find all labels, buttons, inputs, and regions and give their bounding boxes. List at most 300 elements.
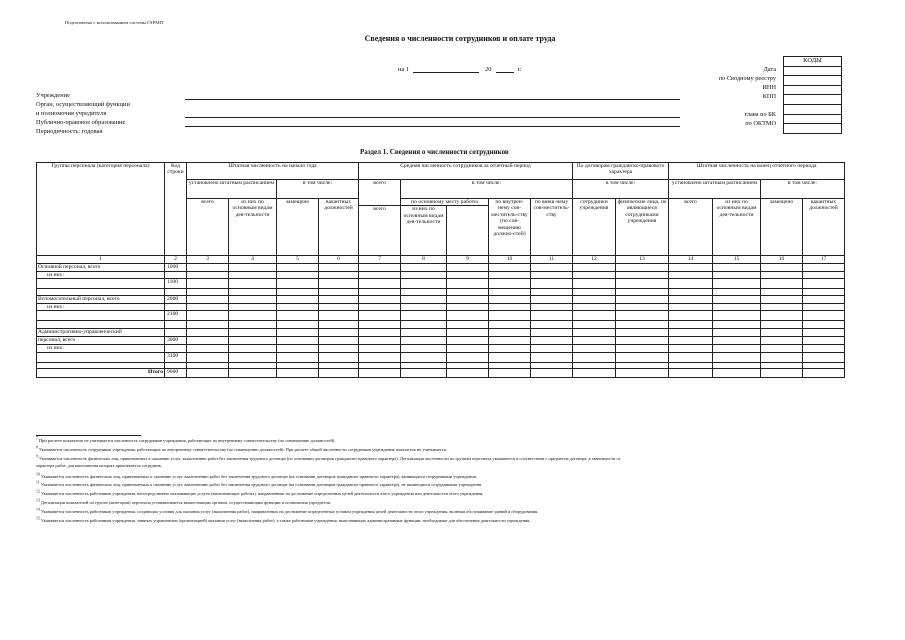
- column-number-2: 2: [165, 256, 187, 263]
- data-cell[interactable]: [573, 279, 616, 289]
- data-cell[interactable]: [573, 345, 616, 352]
- column-number-15: 15: [713, 256, 761, 263]
- label-founder-1: Орган, осуществляющий функции: [36, 101, 130, 108]
- data-cell[interactable]: [277, 295, 319, 303]
- th-established-end: установлено штатным расписанием: [669, 180, 761, 199]
- data-cell[interactable]: [803, 279, 845, 289]
- data-cell[interactable]: [187, 303, 229, 310]
- data-cell[interactable]: [489, 303, 531, 310]
- data-cell[interactable]: [669, 345, 713, 352]
- data-cell[interactable]: [447, 279, 489, 289]
- data-cell[interactable]: [713, 321, 761, 329]
- data-cell[interactable]: [229, 321, 277, 329]
- data-cell[interactable]: [229, 295, 277, 303]
- data-cell[interactable]: [277, 352, 319, 362]
- data-cell[interactable]: [277, 362, 319, 369]
- data-cell[interactable]: [187, 295, 229, 303]
- data-cell[interactable]: [187, 369, 229, 378]
- data-cell[interactable]: [401, 295, 447, 303]
- data-cell[interactable]: [319, 289, 359, 296]
- data-cell[interactable]: [713, 369, 761, 378]
- footnote-mark: 12: [36, 489, 40, 494]
- data-cell[interactable]: [447, 271, 489, 278]
- data-cell[interactable]: [489, 289, 531, 296]
- data-cell[interactable]: [187, 321, 229, 329]
- footnote: [36, 447, 856, 452]
- data-cell[interactable]: [531, 279, 573, 289]
- data-cell[interactable]: [803, 362, 845, 369]
- th-internal: по внутрен-нему сов-меститель-ству (по сов-мещению должно-стей): [489, 199, 531, 256]
- data-cell[interactable]: [803, 303, 845, 310]
- footnote: [36, 438, 856, 443]
- footnote-mark: 9: [36, 454, 38, 459]
- page-title: Сведения о численности сотрудников и оплате труда: [364, 34, 556, 43]
- data-cell[interactable]: [229, 329, 277, 337]
- period-year-suffix: г.: [518, 66, 522, 73]
- codes-box: [783, 56, 842, 134]
- data-cell[interactable]: [713, 303, 761, 310]
- data-cell[interactable]: [761, 271, 803, 278]
- data-cell[interactable]: [447, 295, 489, 303]
- data-cell[interactable]: [669, 279, 713, 289]
- data-cell[interactable]: [277, 337, 319, 345]
- data-cell[interactable]: [669, 352, 713, 362]
- data-cell[interactable]: [187, 289, 229, 296]
- data-cell[interactable]: [319, 337, 359, 345]
- footnote: [36, 482, 856, 487]
- data-cell[interactable]: [277, 271, 319, 278]
- data-cell[interactable]: [401, 263, 447, 271]
- data-cell[interactable]: [447, 311, 489, 321]
- data-cell[interactable]: [669, 321, 713, 329]
- data-cell[interactable]: [229, 263, 277, 271]
- footnote-mark: 11: [36, 480, 40, 485]
- data-cell[interactable]: [447, 303, 489, 310]
- column-number-1: 1: [37, 256, 165, 263]
- data-cell[interactable]: [761, 329, 803, 337]
- data-cell[interactable]: [187, 345, 229, 352]
- data-cell[interactable]: [319, 271, 359, 278]
- data-cell[interactable]: [187, 263, 229, 271]
- data-cell[interactable]: [803, 311, 845, 321]
- column-number-16: 16: [761, 256, 803, 263]
- data-cell[interactable]: [531, 321, 573, 329]
- data-cell[interactable]: [187, 311, 229, 321]
- data-cell[interactable]: [277, 289, 319, 296]
- data-cell[interactable]: [669, 295, 713, 303]
- data-cell[interactable]: [531, 289, 573, 296]
- data-cell[interactable]: [401, 337, 447, 345]
- data-cell[interactable]: [616, 362, 669, 369]
- data-cell[interactable]: [277, 263, 319, 271]
- row-label: Административно-управленческий: [37, 329, 165, 337]
- table-row: [37, 352, 845, 362]
- data-cell[interactable]: [229, 362, 277, 369]
- data-cell[interactable]: [573, 263, 616, 271]
- data-cell[interactable]: [319, 279, 359, 289]
- row-code: 1100: [165, 279, 187, 289]
- data-cell[interactable]: [229, 289, 277, 296]
- data-cell[interactable]: [803, 337, 845, 345]
- data-cell[interactable]: [277, 303, 319, 310]
- code-label-oktmo: по ОКТМО: [745, 120, 776, 127]
- column-number-8: 8: [401, 256, 447, 263]
- data-cell[interactable]: [277, 345, 319, 352]
- data-cell[interactable]: [401, 279, 447, 289]
- data-cell[interactable]: [187, 337, 229, 345]
- data-cell[interactable]: [761, 303, 803, 310]
- data-cell[interactable]: [489, 369, 531, 378]
- column-number-17: 17: [803, 256, 845, 263]
- data-cell[interactable]: [319, 369, 359, 378]
- data-cell[interactable]: [761, 289, 803, 296]
- data-cell[interactable]: [489, 271, 531, 278]
- codes-header: КОДЫ: [803, 57, 822, 64]
- label-institution: Учреждение: [36, 92, 70, 99]
- data-cell[interactable]: [713, 337, 761, 345]
- footnote-mark: 10: [36, 472, 40, 477]
- th-replaced-2: замещено: [761, 199, 803, 256]
- data-cell[interactable]: [803, 352, 845, 362]
- data-cell[interactable]: [489, 362, 531, 369]
- data-cell[interactable]: [573, 369, 616, 378]
- data-cell[interactable]: [401, 352, 447, 362]
- data-cell[interactable]: [229, 369, 277, 378]
- data-cell[interactable]: [447, 369, 489, 378]
- data-cell[interactable]: [573, 321, 616, 329]
- footnote-mark: 15: [36, 516, 40, 521]
- data-cell[interactable]: [531, 345, 573, 352]
- th-employees: сотрудники учреждения: [573, 199, 616, 256]
- data-cell[interactable]: [401, 345, 447, 352]
- data-cell[interactable]: [359, 289, 401, 296]
- row-label: из них:: [37, 271, 165, 278]
- data-cell[interactable]: [489, 345, 531, 352]
- data-cell[interactable]: [616, 311, 669, 321]
- row-code: [165, 321, 187, 329]
- row-label: [37, 279, 165, 289]
- data-cell[interactable]: [669, 329, 713, 337]
- footnote-text: Указывается численность физических лиц, привлекаемых к оказанию услуг, выполнению работ без заключения трудового договора (на основании договоров гражданско-правового характера), являющихся сотрудниками учреждения.: [40, 474, 477, 479]
- data-cell[interactable]: [359, 369, 401, 378]
- data-cell[interactable]: [761, 321, 803, 329]
- data-cell[interactable]: [669, 271, 713, 278]
- data-cell[interactable]: [616, 303, 669, 310]
- data-cell[interactable]: [401, 303, 447, 310]
- data-cell[interactable]: [447, 362, 489, 369]
- data-cell[interactable]: [803, 263, 845, 271]
- data-cell[interactable]: [229, 271, 277, 278]
- data-cell[interactable]: [616, 369, 669, 378]
- data-cell[interactable]: [616, 263, 669, 271]
- data-cell[interactable]: [669, 263, 713, 271]
- data-cell[interactable]: [401, 321, 447, 329]
- row-code: 9000: [165, 369, 187, 378]
- row-code: [165, 271, 187, 278]
- data-cell[interactable]: [229, 345, 277, 352]
- column-number-5: 5: [277, 256, 319, 263]
- th-avg: Средняя численность сотрудников за отчетный период: [359, 163, 573, 180]
- footnote-text: Указывается численность работников учреждения, непосредственно оказывающих услуги (выполняющих работы), направленные на достижение определенных целей деятельности этого учреждения или деятельности этого учреждения.: [40, 491, 484, 496]
- th-staff-end: Штатная численность на конец отчетного периода: [669, 163, 845, 180]
- data-cell[interactable]: [616, 271, 669, 278]
- data-cell[interactable]: [761, 352, 803, 362]
- data-cell[interactable]: [616, 329, 669, 337]
- data-cell[interactable]: [359, 352, 401, 362]
- data-cell[interactable]: [616, 352, 669, 362]
- column-number-11: 11: [531, 256, 573, 263]
- footnote-text: Детализация показателей по группе (категории) персонала устанавливается вышестоящим органом, осуществляющим функции и полномочия учредителя.: [40, 500, 331, 505]
- code-cell-registry[interactable]: [783, 76, 842, 86]
- code-cell-inn[interactable]: [783, 86, 842, 96]
- th-main-kinds-2: из них по основным видам дея-тельности: [713, 199, 761, 256]
- th-replaced-1: замещено: [277, 199, 319, 256]
- data-cell[interactable]: [713, 352, 761, 362]
- data-cell[interactable]: [616, 279, 669, 289]
- data-cell[interactable]: [616, 321, 669, 329]
- column-number-9: 9: [447, 256, 489, 263]
- data-cell[interactable]: [359, 271, 401, 278]
- data-cell[interactable]: [359, 311, 401, 321]
- data-cell[interactable]: [803, 345, 845, 352]
- data-cell[interactable]: [489, 321, 531, 329]
- data-cell[interactable]: [761, 295, 803, 303]
- data-cell[interactable]: [319, 263, 359, 271]
- data-cell[interactable]: [401, 311, 447, 321]
- data-cell[interactable]: [277, 329, 319, 337]
- row-label: Вспомогательный персонал, всего: [37, 295, 165, 303]
- data-cell[interactable]: [669, 311, 713, 321]
- data-cell[interactable]: [401, 289, 447, 296]
- data-cell[interactable]: [713, 271, 761, 278]
- data-cell[interactable]: [573, 352, 616, 362]
- data-cell[interactable]: [489, 352, 531, 362]
- footnote-text: Указывается численность физических лиц, привлекаемых к оказанию услуг, выполнению работ без заключения трудового договора (по основании договоров гражданско-правового характера). Детализация численности по группам персонала указывается в соответствии с предметом договора, в зависимости от: [39, 456, 621, 461]
- data-cell[interactable]: [359, 362, 401, 369]
- data-cell[interactable]: [447, 337, 489, 345]
- data-cell[interactable]: [447, 329, 489, 337]
- data-cell[interactable]: [401, 329, 447, 337]
- field-public-entity[interactable]: [185, 126, 680, 127]
- data-cell[interactable]: [277, 321, 319, 329]
- code-cell-oktmo[interactable]: [783, 124, 842, 134]
- table-row: [37, 279, 845, 289]
- row-label: [37, 352, 165, 362]
- data-cell[interactable]: [319, 329, 359, 337]
- row-label: персонал, всего: [37, 337, 165, 345]
- data-cell[interactable]: [319, 321, 359, 329]
- data-cell[interactable]: [713, 329, 761, 337]
- data-cell[interactable]: [187, 329, 229, 337]
- data-cell[interactable]: [803, 295, 845, 303]
- data-cell[interactable]: [573, 271, 616, 278]
- data-cell[interactable]: [401, 369, 447, 378]
- data-cell[interactable]: [573, 337, 616, 345]
- data-cell[interactable]: [761, 362, 803, 369]
- data-cell[interactable]: [319, 362, 359, 369]
- data-cell[interactable]: [616, 337, 669, 345]
- footnote-separator: [36, 435, 141, 436]
- field-founder[interactable]: [185, 117, 680, 118]
- data-cell[interactable]: [761, 263, 803, 271]
- data-cell[interactable]: [319, 311, 359, 321]
- field-institution[interactable]: [185, 99, 680, 100]
- row-code: 3100: [165, 352, 187, 362]
- data-cell[interactable]: [531, 303, 573, 310]
- data-cell[interactable]: [573, 295, 616, 303]
- data-cell[interactable]: [531, 295, 573, 303]
- row-label: [37, 321, 165, 329]
- footnote-text: Указывается численность работников учреждения, занятых управлением (организацией) оказания услуг (выполнения работ), а также работников учреждения, выполняющих административные функции, необходимые для обеспечения деятельности учреждения.: [40, 518, 531, 523]
- data-cell[interactable]: [531, 337, 573, 345]
- data-cell[interactable]: [531, 263, 573, 271]
- data-cell[interactable]: [761, 279, 803, 289]
- data-cell[interactable]: [531, 369, 573, 378]
- data-cell[interactable]: [803, 329, 845, 337]
- data-cell[interactable]: [669, 303, 713, 310]
- data-cell[interactable]: [573, 362, 616, 369]
- data-cell[interactable]: [447, 289, 489, 296]
- top-note: Подготовлено с использованием системы ГАРАНТ: [65, 20, 165, 25]
- data-cell[interactable]: [229, 303, 277, 310]
- data-cell[interactable]: [229, 337, 277, 345]
- data-cell[interactable]: [573, 329, 616, 337]
- data-cell[interactable]: [573, 303, 616, 310]
- data-cell[interactable]: [531, 271, 573, 278]
- footnote-mark: 13: [36, 498, 40, 503]
- data-cell[interactable]: [573, 289, 616, 296]
- table-row: [37, 271, 845, 278]
- data-cell[interactable]: [713, 362, 761, 369]
- column-numbers-row: [37, 256, 845, 263]
- data-cell[interactable]: [761, 369, 803, 378]
- data-cell[interactable]: [669, 337, 713, 345]
- row-code: [165, 289, 187, 296]
- footnote-mark: 7: [36, 436, 38, 441]
- data-cell[interactable]: [616, 295, 669, 303]
- code-cell-blank[interactable]: [783, 105, 842, 115]
- table-row: [37, 362, 845, 369]
- data-cell[interactable]: [761, 345, 803, 352]
- data-cell[interactable]: [713, 311, 761, 321]
- data-cell[interactable]: [447, 352, 489, 362]
- row-code: 3000: [165, 337, 187, 345]
- data-cell[interactable]: [359, 345, 401, 352]
- th-avg-total: всего: [359, 180, 401, 206]
- data-cell[interactable]: [319, 295, 359, 303]
- label-founder-2: и полномочия учредителя: [36, 110, 107, 117]
- table-row: [37, 311, 845, 321]
- th-avg-incl: в том числе:: [401, 180, 573, 199]
- row-label: Основной персонал, всего: [37, 263, 165, 271]
- row-code: 2000: [165, 295, 187, 303]
- data-cell[interactable]: [669, 362, 713, 369]
- data-cell[interactable]: [277, 369, 319, 378]
- data-cell[interactable]: [187, 362, 229, 369]
- section-title: Раздел 1. Сведения о численности сотрудников: [360, 148, 509, 156]
- data-cell[interactable]: [187, 352, 229, 362]
- data-cell[interactable]: [669, 369, 713, 378]
- data-cell[interactable]: [187, 279, 229, 289]
- data-cell[interactable]: [401, 271, 447, 278]
- period-year-line[interactable]: [496, 72, 514, 73]
- data-cell[interactable]: [319, 345, 359, 352]
- table-row: [37, 337, 845, 345]
- period-date-line[interactable]: [413, 72, 479, 73]
- data-cell[interactable]: [489, 329, 531, 337]
- data-cell[interactable]: [359, 263, 401, 271]
- data-cell[interactable]: [359, 279, 401, 289]
- table-row: [37, 369, 845, 378]
- data-cell[interactable]: [447, 321, 489, 329]
- row-code: 2100: [165, 311, 187, 321]
- data-cell[interactable]: [229, 311, 277, 321]
- data-cell[interactable]: [489, 295, 531, 303]
- code-cell-date[interactable]: [783, 67, 842, 77]
- data-cell[interactable]: [277, 311, 319, 321]
- code-cell-kpp[interactable]: [783, 95, 842, 105]
- th-external: по внеш-нему сов-меститель-ству: [531, 199, 573, 256]
- data-cell[interactable]: [713, 263, 761, 271]
- data-cell[interactable]: [277, 279, 319, 289]
- data-cell[interactable]: [447, 345, 489, 352]
- data-cell[interactable]: [359, 321, 401, 329]
- data-cell[interactable]: [713, 295, 761, 303]
- data-cell[interactable]: [761, 337, 803, 345]
- data-cell[interactable]: [713, 289, 761, 296]
- data-cell[interactable]: [761, 311, 803, 321]
- table-row: [37, 263, 845, 271]
- data-cell[interactable]: [229, 279, 277, 289]
- code-cell-bk[interactable]: [783, 115, 842, 125]
- footnote-text: При расчете показателя не учитывается численность сотрудников учреждения, работающих по внутреннему совместительству (по совмещению должностей).: [39, 438, 336, 443]
- data-cell[interactable]: [359, 303, 401, 310]
- data-cell[interactable]: [803, 271, 845, 278]
- code-label-bk: глава по БК: [744, 111, 776, 118]
- data-cell[interactable]: [803, 289, 845, 296]
- data-cell[interactable]: [489, 311, 531, 321]
- data-cell[interactable]: [616, 345, 669, 352]
- data-cell[interactable]: [531, 311, 573, 321]
- data-cell[interactable]: [803, 321, 845, 329]
- data-cell[interactable]: [803, 369, 845, 378]
- data-cell[interactable]: [489, 337, 531, 345]
- data-cell[interactable]: [319, 352, 359, 362]
- column-number-14: 14: [669, 256, 713, 263]
- data-cell[interactable]: [713, 345, 761, 352]
- data-cell[interactable]: [573, 311, 616, 321]
- data-cell[interactable]: [713, 279, 761, 289]
- data-cell[interactable]: [359, 337, 401, 345]
- data-cell[interactable]: [359, 329, 401, 337]
- data-cell[interactable]: [359, 295, 401, 303]
- data-cell[interactable]: [187, 271, 229, 278]
- data-cell[interactable]: [401, 362, 447, 369]
- footnote-mark: 8: [36, 445, 38, 450]
- data-cell[interactable]: [489, 279, 531, 289]
- data-cell[interactable]: [669, 289, 713, 296]
- footnote-text: Указывается численность работников учреждения, создающих условия для оказания услуг (выполнения работ), направленных на достижение определенных уставом учреждения целей деятельности этого учреждения, включая обслуживание зданий и оборудования.: [40, 509, 539, 514]
- data-cell[interactable]: [229, 352, 277, 362]
- data-cell[interactable]: [531, 329, 573, 337]
- data-cell[interactable]: [616, 289, 669, 296]
- data-cell[interactable]: [531, 362, 573, 369]
- column-number-6: 6: [319, 256, 359, 263]
- data-cell[interactable]: [531, 352, 573, 362]
- data-cell[interactable]: [489, 263, 531, 271]
- data-cell[interactable]: [447, 263, 489, 271]
- data-cell[interactable]: [319, 303, 359, 310]
